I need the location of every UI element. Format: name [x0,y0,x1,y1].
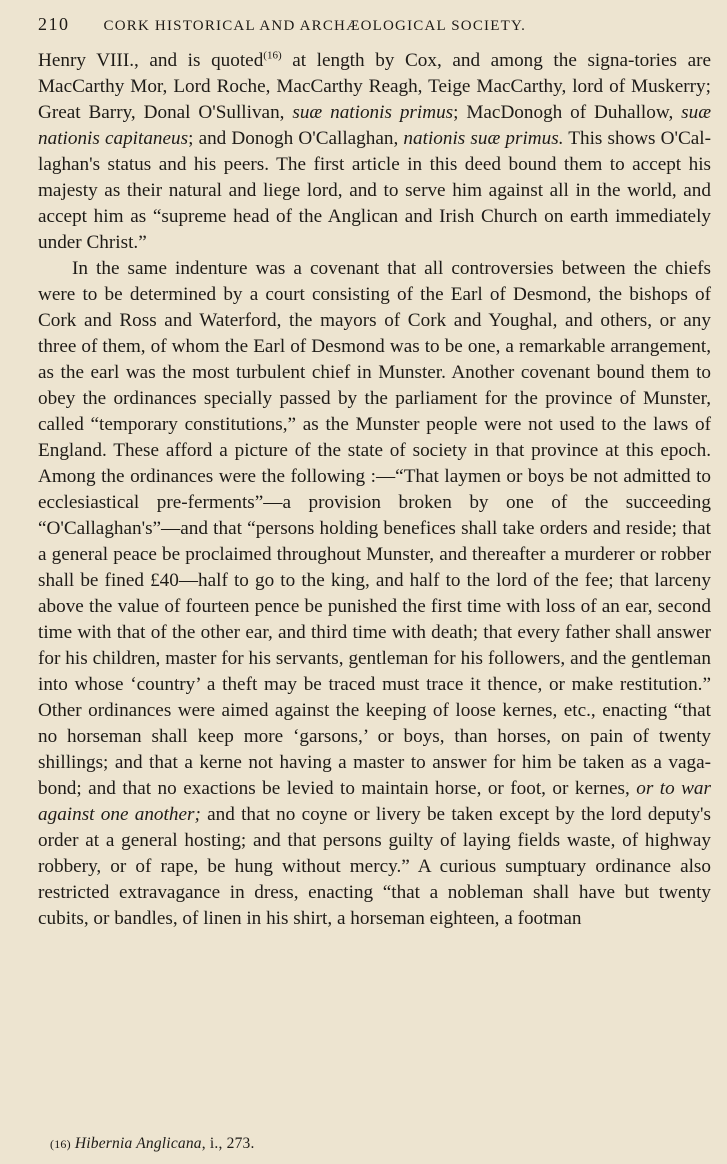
paragraph-1-text: ; and Donogh O'Callaghan, [188,128,404,149]
footnote-source-title: Hibernia Anglicana [74,1135,202,1152]
body-text [38,48,711,932]
latin-phrase: suæ nationis capitaneus [38,102,711,149]
paragraph-2-text: In the same indenture was a covenant that all controversies between the chiefs were to be determined by a court consisting of the Earl of Desmond, the bishops of Cork and Ross and Waterford, the mayors of Cork and Youghal, and others, or any three of them, of whom the Earl of Desmond was to be one, a remarkable arrangement, as the earl was the most turbulent chief in Munster. Another covenant bound them to obey the ordinances specially passed by the parliament for the province of Munster, called “temporary constitutions,” as the Munster people were not used to the laws of England. These afford a picture of the state of society in that province at this epoch. Among the ordinances were the following :—“That laymen or boys be not admitted to ecclesiastical pre-ferments”—a provision broken by one of the succeeding “O'Callaghan's”—and that “persons holding benefices shall take orders and reside; that a general peace be proclaimed throughout Munster, and thereafter a murderer or robber shall be fined £40—half to go to the king, and half to the lord of the fee; that larceny above the value of fourteen pence be punished the first time with loss of an ear, second time with that of the other ear, and third time with death; that every father shall answer for his children, master for his servants, gentleman for his followers, and the gentleman into whose ‘country’ a theft may be traced must trace it thence, or make restitution.” Other ordinances were aimed against the keeping of loose kernes, etc., enacting “that no horseman shall keep more ‘garsons,’ or boys, than horses, on pain of twenty shillings; and that a kerne not having a master to answer for him be taken as a vaga-bond; and that no exactions be levied to maintain horse, or foot, or kernes, [38,258,711,799]
footnote-reference-detail: , i., 273. [201,1135,255,1152]
paragraph-2-text: and that no coyne or livery be taken except by the lord deputy's order at a general hosting; and that persons guilty of laying fields waste, of highway robbery, or of rape, be hung without mercy.” A curious sumptuary ordinance also restricted extravagance in dress, enacting “that a nobleman shall have but twenty cubits, or bandles, of linen in his shirt, a horseman eighteen, a footman [38,804,711,929]
latin-phrase: suæ nationis primus [292,102,454,123]
footnote [50,1135,255,1153]
paragraph-1-text: at length by Cox, and among the signa-tories are MacCarthy Mor, Lord Roche, MacCarthy Reagh, Teige MacCarthy, lord of Muskerry; Great Barry, Donal O'Sullivan, [38,50,711,123]
paragraph-2 [38,256,711,932]
page-header [38,14,711,48]
paragraph-1-text: Henry VIII., and is quoted [38,50,264,71]
paragraph-1-text: ; MacDonogh of Duhallow, [453,102,682,123]
italic-phrase: or to war against one another; [38,778,711,825]
footnote-mark: (16) [50,1137,71,1151]
running-head: CORK HISTORICAL AND ARCHÆOLOGICAL SOCIETY. [103,18,527,34]
footnote-reference: (16) [263,49,282,62]
page-number: 210 [38,14,70,34]
latin-phrase: nationis suæ primus. [403,128,564,149]
paragraph-1-text: This shows O'Cal-laghan's status and his peers. The first article in this deed bound them to accept his majesty as their natural and liege lord, and to serve him against all in the world, and accept him as “supreme head of the Anglican and Irish Church on earth immediately under Christ.” [38,128,711,253]
paragraph-1 [38,48,711,256]
